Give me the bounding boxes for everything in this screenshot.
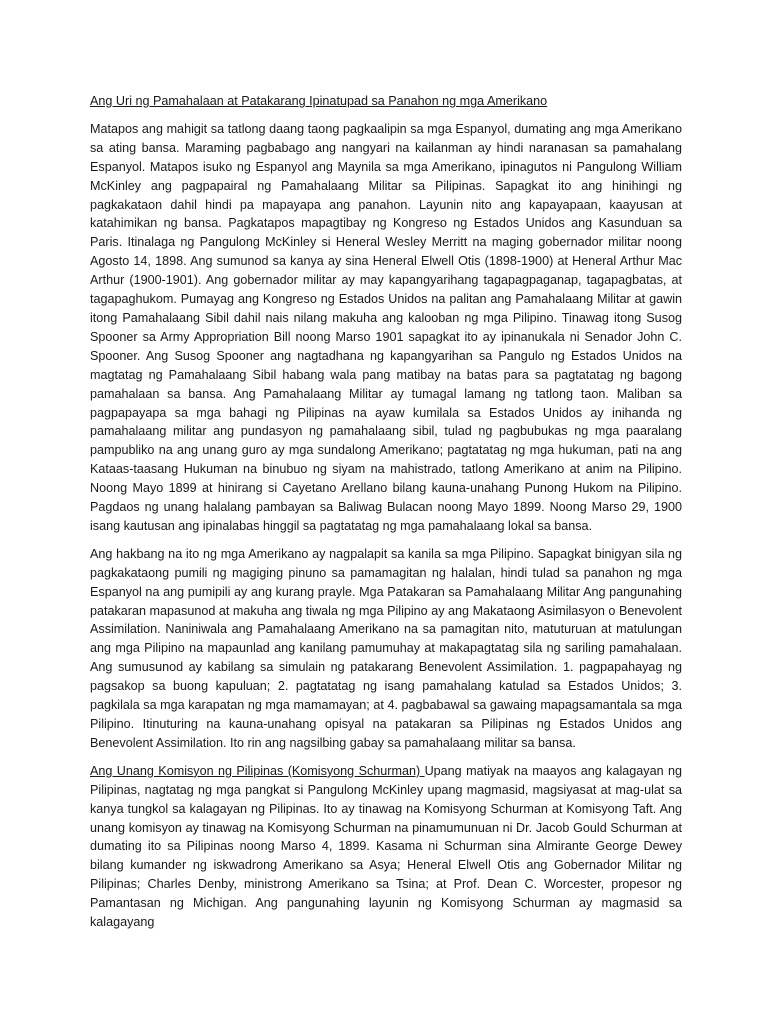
paragraph-pamahalaang-militar: Matapos ang mahigit sa tatlong daang taong pagkaalipin sa mga Espanyol, dumating ang mga Amerikano sa ating bansa. Maraming pagbabago ang nangyari na kailanman ay hindi naranasan sa pamahalang Espanyol. Matapos isuko ng Espanyol ang Maynila sa mga Amerikano, ipinagutos ni Pangulong William McKinley ang pagpapairal ng Pamahalaang Militar sa Pilipinas. Sapagkat ito ang hinihingi ng pagkakataon dahil hindi pa mapayapa ang panahon. Layunin nito ang kapayapaan, kaayusan at katahimikan ng bansa. Pagkatapos mapagtibay ng Kongreso ng Estados Unidos ang Kasunduan sa Paris. Itinalaga ng Pangulong McKinley si Heneral Wesley Merritt na maging gobernador militar noong Agosto 14, 1898. Ang sumunod sa kanya ay sina Heneral Elwell Otis (1898-1900) at Heneral Arthur Mac Arthur (1900-1901). Ang gobernador militar ay may kapangyarihang tagapagpaganap, tagapagbatas, at tagapaghukom. Pumayag ang Kongreso ng Estados Unidos na palitan ang Pamahalaang Militar at gawin itong Pamahalaang Sibil dahil nais nilang makuha ang kalooban ng mga Pilipino. Tinawag itong Susog Spooner sa Army Appropriation Bill noong Marso 1901 sapagkat ito ay ipinanukala ni Senador John C. Spooner. Ang Susog Spooner ang nagtadhana ng kapangyarihan sa Pangulo ng Estados Unidos na magtatag ng Pamahalaang Sibil habang wala pang matibay na batas para sa pagtatatag ng bagong pamahalaan sa bansa. Ang Pamahalaang Militar ay tumagal lamang ng tatlong taon. Maliban sa pagpapayapa sa mga bahagi ng Pilipinas na ayaw kumilala sa Estados Unidos ay inihanda ng pamahalaang militar ang pundasyon ng pamahalaang sibil, tulad ng pagbubukas ng mga paaralang pampubliko na ang unang guro ay mga sundalong Amerikano; pagtatatag ng mga hukuman, pati na ang Kataas-taasang Hukuman na binubuo ng siyam na mahistrado, tatlong Amerikano at anim na Pilipino. Noong Mayo 1899 at hinirang si Cayetano Arellano bilang kauna-unahang Punong Hukom na Pilipino. Pagdaos ng unang halalang pambayan sa Baliwag Bulacan noong Mayo 1899. Noong Marso 29, 1900 isang kautusan ang ipinalabas hinggil sa pagtatatag ng mga pamahalaang lokal sa bansa. [90, 121, 682, 533]
document-page [90, 92, 682, 941]
paragraph-komisyong-schurman [90, 762, 682, 932]
section-body: Upang matiyak na maayos ang kalagayan ng Pilipinas, nagtatag ng mga pangkat si Pangulong McKinley upang magmasid, magsiyasat at mag-ulat sa kanya tungkol sa kalagayan ng Pilipinas. Ito ay tinawag na Komisyong Schurman at Komisyong Taft. Ang unang komisyon ay tinawag na Komisyong Schurman na pinamumunuan ni Dr. Jacob Gould Schurman at dumating ito sa Pilipinas noong Marso 4, 1899. Kasama ni Schurman sina Almirante George Dewey bilang kumander ng iskwadrong Amerikano sa Asya; Heneral Elwell Otis ang Gobernador Militar ng Pilipinas; Charles Denby, ministrong Amerikano sa Tsina; at Prof. Dean C. Worcester, propesor ng Pamantasan ng Michigan. Ang pangunahing layunin ng Komisyong Schurman ay magmasid sa kalagayang [90, 763, 682, 930]
document-title: Ang Uri ng Pamahalaan at Patakarang Ipinatupad sa Panahon ng mga Amerikano [90, 94, 548, 108]
section-heading-komisyong-schurman: Ang Unang Komisyon ng Pilipinas (Komisyong Schurman) [90, 763, 425, 778]
paragraph-benevolent-assimilation: Ang hakbang na ito ng mga Amerikano ay nagpalapit sa kanila sa mga Pilipino. Sapagkat binigyan sila ng pagkakataong pumili ng magiging pinuno sa pamamagitan ng halalan, hindi tulad sa panahon ng mga Espanyol na ang pumipili ay ang kurang prayle. Mga Patakaran sa Pamahalaang Militar Ang pangunahing patakaran mapasunod at makuha ang tiwala ng mga Pilipino ay ang Makataong Asimilasyon o Benevolent Assimilation. Naniniwala ang Pamahalaang Amerikano na sa pamagitan nito, matuturuan at matulungan ang mga Pilipino na mapaunlad ang kanilang pamumuhay at makapagtatag sila ng sariling pamahalaan. Ang sumusunod ay kabilang sa simulain ng patakarang Benevolent Assimilation. 1. pagpapahayag ng pagsakop sa buong kapuluan; 2. pagtatatag ng isang pamahalang katulad sa Estados Unidos; 3. pagkilala sa mga karapatan ng mga mamamayan; at 4. pagbabawal sa gawaing mapagsamantala sa mga Pilipino. Itinuturing na kauna-unahang opisyal na patakaran sa Pilipinas ng Estados Unidos ang Benevolent Assimilation. Ito rin ang nagsilbing gabay sa pamahalaang militar sa bansa. [90, 546, 682, 750]
